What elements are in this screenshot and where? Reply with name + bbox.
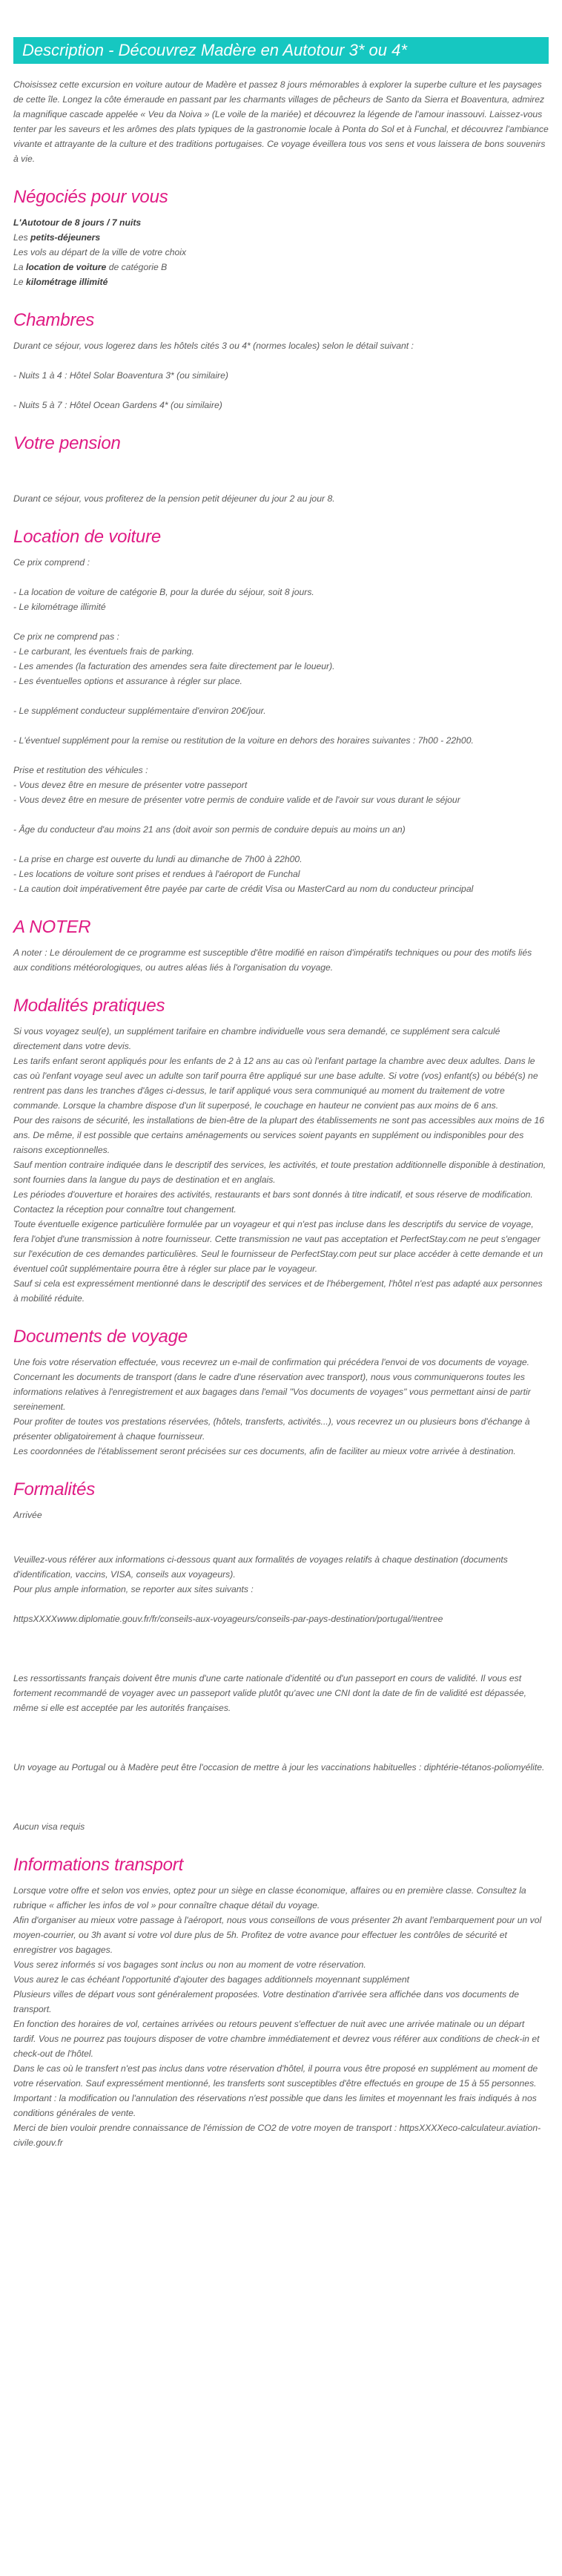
spacer bbox=[13, 383, 549, 398]
spacer bbox=[13, 1522, 549, 1552]
anoter-section bbox=[13, 917, 549, 975]
spacer bbox=[13, 837, 549, 852]
anoter-heading: A NOTER bbox=[13, 917, 91, 937]
spacer bbox=[13, 614, 549, 629]
location-section bbox=[13, 527, 549, 896]
spacer bbox=[13, 1745, 549, 1760]
location-line: - Âge du conducteur d'au moins 21 ans (doit avoir son permis de conduire depuis au moins un an) bbox=[13, 824, 406, 835]
chambres-intro: Durant ce séjour, vous logerez dans les hôtels cités 3 ou 4* (normes locales) selon le détail suivant : bbox=[13, 341, 414, 351]
negocies-text: de catégorie B bbox=[106, 262, 168, 272]
transport-text: Lorsque votre offre et selon vos envies, optez pour un siège en classe économique, affaires ou en première classe. Consultez la rubrique « afficher les infos de vol » pour connaître chaque détail du voyage. Afin d'organiser au mieux votre passage à l'aéroport, nous vous conseillons de vous présenter 2h avant l'embarquement pour un vol moyen-courrier, ou 3h avant si votre vol dure plus de 5h. Profitez de votre avance pour effectuer les contrôles de sécurité et enregistrer vos bagages. Vous serez informés si vos bagages sont inclus ou non au moment de votre réservation. Vous aurez le cas échéant l'opportunité d'ajouter des bagages additionnels moyennant supplément Plusieurs villes de départ vous sont généralement proposées. Votre destination d'arrivée sera affichée dans vos documents de transport. En fonction des horaires de vol, certaines arrivées ou retours peuvent s'effectuer de nuit avec une arrivée matinale ou un départ tardif. Vous ne pourrez pas toujours disposer de votre chambre immédiatement et devrez vous référer aux conditions de check-in et check-out de l'hôtel. Dans le cas où le transfert n'est pas inclus dans votre réservation d'hôtel, il pourra vous être proposé en supplément au moment de votre réservation. Sauf expressément mentionné, les transferts sont susceptibles d'être effectués en groupe de 15 à 55 personnes. Important : la modification ou l'annulation des réservations n'est possible que dans les limites et moyennant les frais indiqués à nos conditions générales de vente. Merci de bien vouloir prendre connaissance de l'émission de CO2 de votre moyen de transport : httpsXXXXeco-calculateur.aviation-civile.gouv.fr bbox=[13, 1885, 542, 2148]
pension-heading: Votre pension bbox=[13, 433, 121, 453]
chambres-heading: Chambres bbox=[13, 310, 95, 330]
chambres-section bbox=[13, 310, 549, 413]
location-line: - La location de voiture de catégorie B, pour la durée du séjour, soit 8 jours. bbox=[13, 587, 314, 597]
spacer bbox=[13, 353, 549, 368]
location-line: Ce prix comprend : bbox=[13, 557, 90, 568]
negocies-line bbox=[13, 230, 549, 245]
negocies-text: La bbox=[13, 262, 26, 272]
location-line: - La prise en charge est ouverte du lundi au dimanche de 7h00 à 22h00. bbox=[13, 854, 303, 864]
negocies-text: Le bbox=[13, 277, 26, 287]
chambres-night: - Nuits 5 à 7 : Hôtel Ocean Gardens 4* (ou similaire) bbox=[13, 400, 222, 410]
negocies-line bbox=[13, 275, 549, 289]
spacer bbox=[13, 570, 549, 585]
documents-heading: Documents de voyage bbox=[13, 1327, 188, 1347]
formalites-ressortissants: Les ressortissants français doivent être munis d'une carte nationale d'identité ou d'un passeport en cours de validité. Il vous est fortement recommandé de voyager avec un passeport valide plutôt qu'avec une CNI dont la date de fin de validité est dépassée, même si elle est acceptée par les autorités françaises. bbox=[13, 1673, 527, 1713]
formalites-section bbox=[13, 1479, 549, 1834]
transport-heading: Informations transport bbox=[13, 1855, 184, 1875]
spacer bbox=[13, 1626, 549, 1656]
negocies-bold: kilométrage illimité bbox=[25, 277, 108, 287]
pension-section bbox=[13, 433, 549, 506]
spacer bbox=[13, 1597, 549, 1611]
spacer bbox=[13, 807, 549, 822]
formalites-url: httpsXXXXwww.diplomatie.gouv.fr/fr/conseils-aux-voyageurs/conseils-par-pays-destination/portugal/#entree bbox=[13, 1614, 443, 1624]
negocies-bold: location de voiture bbox=[25, 262, 107, 272]
documents-section bbox=[13, 1327, 549, 1459]
intro-paragraph: Choisissez cette excursion en voiture autour de Madère et passez 8 jours mémorables à explorer la superbe culture et les paysages de cette île. Longez la côte émeraude en passant par les charmants villages de pêcheurs de Santo da Sierra et Boaventura, admirez la magnifique cascade appelée « Veu da Noiva » (Le voile de la mariée) et découvrez la légende de l'amour inassouvi. Laissez-vous tenter par les saveurs et les arômes des plats typiques de la gastronomie locale à Ponta do Sol et à Funchal, et découvrez l'ambiance vivante et attrayante de la culture et des traditions portugaises. Ce voyage éveillera tous vos sens et vous laissera de bons souvenirs à vie. bbox=[13, 79, 549, 164]
spacer bbox=[13, 1656, 549, 1671]
spacer bbox=[13, 1775, 549, 1804]
location-line: Prise et restitution des véhicules : bbox=[13, 765, 148, 775]
location-line: - Les amendes (la facturation des amendes sera faite directement par le loueur). bbox=[13, 661, 335, 671]
negocies-bold: petits-déjeuners bbox=[30, 232, 101, 243]
spacer bbox=[13, 1715, 549, 1745]
modalites-heading: Modalités pratiques bbox=[13, 996, 165, 1016]
pension-text: Durant ce séjour, vous profiterez de la pension petit déjeuner du jour 2 au jour 8. bbox=[13, 493, 335, 504]
negocies-line: Les vols au départ de la ville de votre choix bbox=[13, 247, 187, 257]
negocies-bold: L'Autotour de 8 jours / 7 nuits bbox=[13, 217, 142, 228]
location-line: - Le kilométrage illimité bbox=[13, 602, 106, 612]
negocies-heading: Négociés pour vous bbox=[13, 187, 168, 207]
title-bar bbox=[13, 37, 549, 64]
transport-section bbox=[13, 1855, 549, 2150]
location-line: - L'éventuel supplément pour la remise ou restitution de la voiture en dehors des horaires suivantes : 7h00 - 22h00. bbox=[13, 735, 474, 746]
page-title: Description - Découvrez Madère en Autotour 3* ou 4* bbox=[22, 41, 407, 59]
location-heading: Location de voiture bbox=[13, 527, 162, 547]
chambres-night: - Nuits 1 à 4 : Hôtel Solar Boaventura 3* (ou similaire) bbox=[13, 370, 228, 381]
location-line: - La caution doit impérativement être payée par carte de crédit Visa ou MasterCard au nom du conducteur principal bbox=[13, 884, 474, 894]
location-line: - Vous devez être en mesure de présenter votre passeport bbox=[13, 780, 248, 790]
spacer bbox=[13, 718, 549, 733]
location-line: Ce prix ne comprend pas : bbox=[13, 631, 119, 642]
modalites-text: Si vous voyagez seul(e), un supplément tarifaire en chambre individuelle vous sera demandé, ce supplément sera calculé directement dans votre devis. Les tarifs enfant seront appliqués pour les enfants de 2 à 12 ans au cas où l'enfant partage la chambre avec deux adultes. Dans le cas où l'enfant voyage seul avec un adulte son tarif pourra être appliqué sur une base adulte. Si votre (vos) enfant(s) ou bébé(s) ne rentrent pas dans les tranches d'âges ci-dessus, le tarif appliqué vous sera communiqué au moment du traitement de votre commande. Lorsque la chambre dispose d'un lit superposé, le couchage en hauteur ne convient pas aux moins de 6 ans. Pour des raisons de sécurité, les installations de bien-être de la plupart des établissements ne sont pas accessibles aux moins de 16 ans. De même, il est possible que certains aménagements ou services soient payants en supplément ou indisponibles pour des raisons exceptionnelles. Sauf mention contraire indiquée dans le descriptif des services, les activités, et toute prestation additionnelle disponible à destination, sont fournies dans la langue du pays de destination et en anglais. Les périodes d'ouverture et horaires des activités, restaurants et bars sont donnés à titre indicatif, et sous réserve de modification. Contactez la réception pour connaître tout changement. Toute éventuelle exigence particulière formulée par un voyageur et qui n'est pas incluse dans les descriptifs du service de voyage, fera l'objet d'une transmission à notre fournisseur. Cette transmission ne vaut pas acceptation et PerfectStay.com ne peut s'engager sur l'exécution de ces demandes particulières. Seul le fournisseur de PerfectStay.com peut sur place accéder à cette demande et un éventuel coût supplémentaire pourra être à régler sur place par le voyageur. Sauf si cela est expressément mentionné dans le descriptif des services et de l'hébergement, l'hôtel n'est pas adapté aux personnes à mobilité réduite. bbox=[13, 1026, 546, 1304]
spacer bbox=[13, 1804, 549, 1819]
location-line: - Vous devez être en mesure de présenter votre permis de conduire valide et de l'avoir sur vous durant le séjour bbox=[13, 795, 460, 805]
negocies-section bbox=[13, 187, 549, 289]
negocies-line bbox=[13, 260, 549, 275]
anoter-text: A noter : Le déroulement de ce programme est susceptible d'être modifié en raison d'impératifs techniques ou pour des motifs liés aux conditions météorologiques, ou autres aléas liés à l'organisation du voyage. bbox=[13, 947, 532, 973]
spacer bbox=[13, 461, 549, 491]
modalites-section bbox=[13, 996, 549, 1306]
page bbox=[0, 37, 562, 2150]
formalites-veuillez: Veuillez-vous référer aux informations ci-dessous quant aux formalités de voyages relatifs à chaque destination (documents d'identification, vaccins, VISA, conseils aux voyageurs). Pour plus ample information, se reporter aux sites suivants : bbox=[13, 1554, 508, 1594]
negocies-line bbox=[13, 215, 549, 230]
formalites-arrivee: Arrivée bbox=[13, 1510, 42, 1520]
location-body bbox=[13, 555, 549, 896]
location-line: - Les locations de voiture sont prises et rendues à l'aéroport de Funchal bbox=[13, 869, 300, 879]
negocies-list bbox=[13, 215, 549, 289]
location-line: - Les éventuelles options et assurance à régler sur place. bbox=[13, 676, 242, 686]
location-line: - Le supplément conducteur supplémentaire d'environ 20€/jour. bbox=[13, 706, 266, 716]
documents-text: Une fois votre réservation effectuée, vous recevrez un e-mail de confirmation qui précédera l'envoi de vos documents de voyage. Concernant les documents de transport (dans le cadre d'une réservation avec transport), nous vous communiquerons toutes les informations relatives à l'enregistrement et aux bagages dans l'email "Vos documents de voyages" vous permettant ainsi de partir sereinement. Pour profiter de toutes vos prestations réservées, (hôtels, transferts, activités...), vous recevrez un ou plusieurs bons d'échange à présenter obligatoirement à chaque fournisseur. Les coordonnées de l'établissement seront précisées sur ces documents, afin de faciliter au mieux votre arrivée à destination. bbox=[13, 1357, 531, 1456]
spacer bbox=[13, 689, 549, 703]
formalites-vaccins: Un voyage au Portugal ou à Madère peut être l'occasion de mettre à jour les vaccinations habituelles : diphtérie-tétanos-poliomyélite. bbox=[13, 1762, 545, 1772]
chambres-body bbox=[13, 338, 549, 413]
formalites-visa: Aucun visa requis bbox=[13, 1821, 85, 1832]
formalites-heading: Formalités bbox=[13, 1479, 96, 1499]
negocies-text: Les bbox=[13, 232, 31, 243]
spacer bbox=[13, 748, 549, 763]
location-line: - Le carburant, les éventuels frais de parking. bbox=[13, 646, 194, 657]
